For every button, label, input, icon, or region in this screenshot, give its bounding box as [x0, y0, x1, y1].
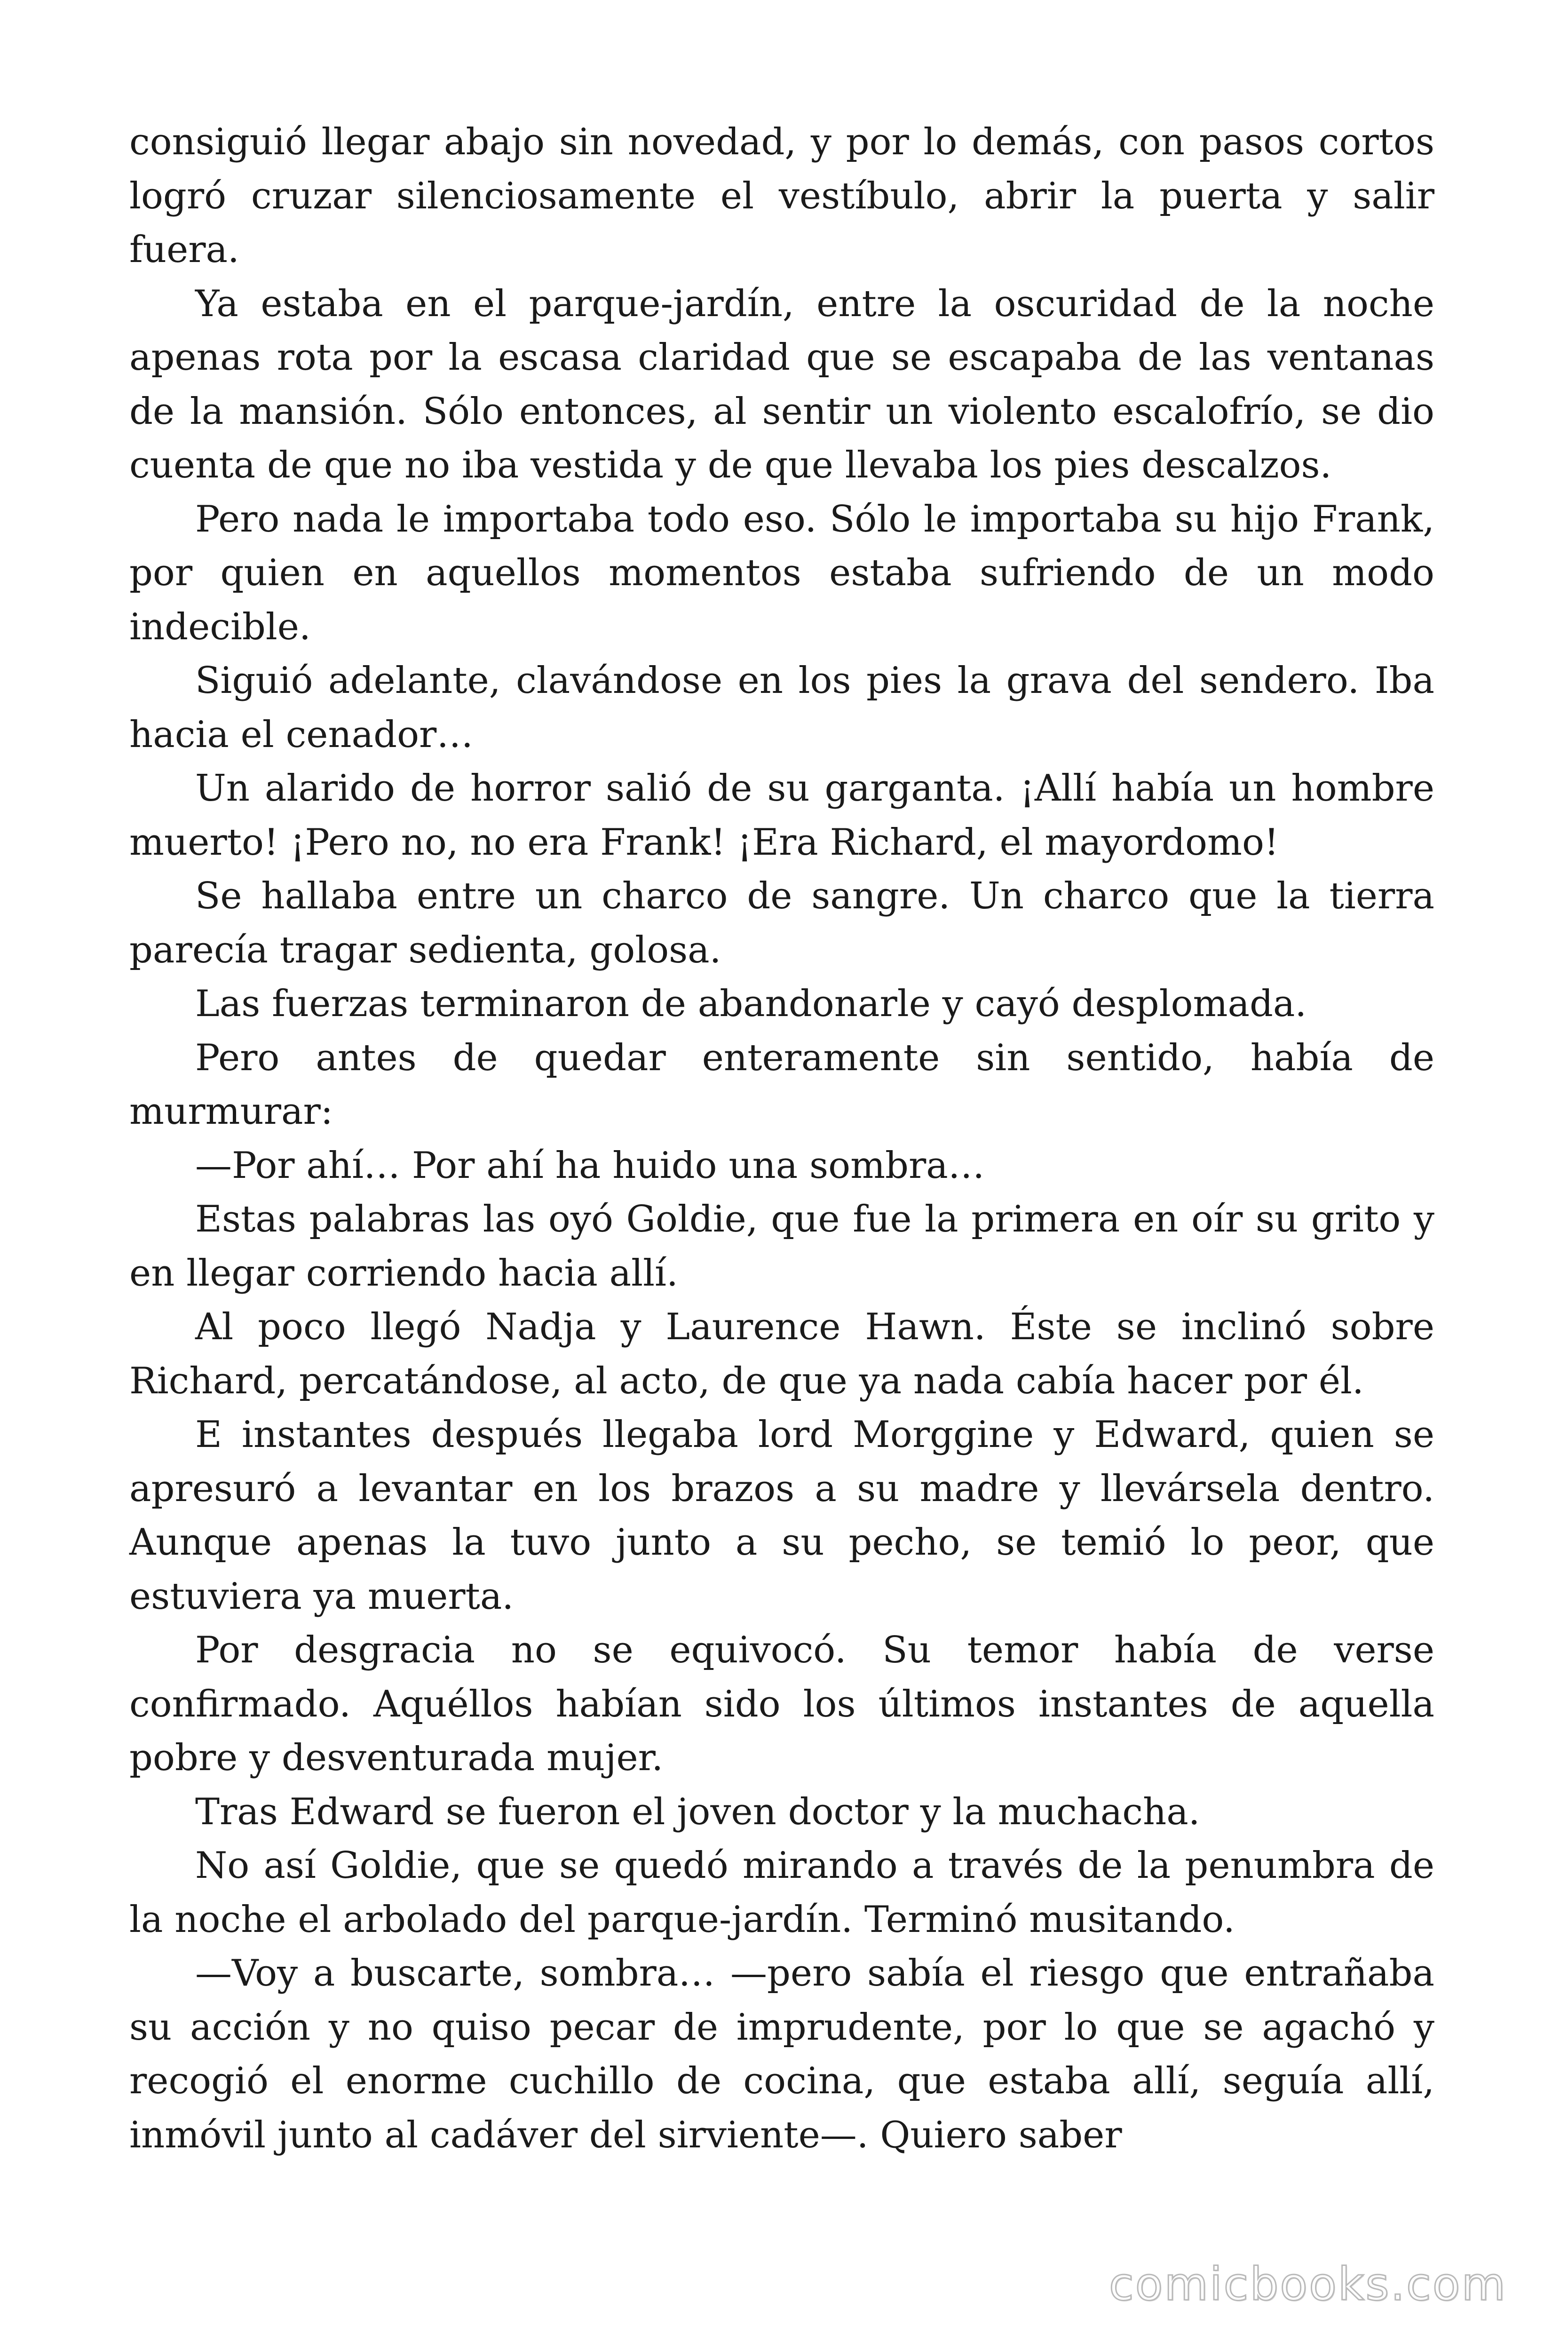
- paragraph-4: Siguió adelante, clavándose en los pies la grava del sendero. Iba hacia el cenador…: [129, 660, 1434, 756]
- paragraph-6: Se hallaba entre un charco de sangre. Un charco que la tierra parecía tragar sedienta, golosa.: [129, 875, 1434, 971]
- paragraph-12: E instantes después llegaba lord Morggine y Edward, quien se apresuró a levantar en los brazos a su madre y llevársela dentro. Aunque apenas la tuvo junto a su pecho, se temió lo peor, que estuviera ya muerta.: [129, 1414, 1434, 1618]
- paragraph-11: Al poco llegó Nadja y Laurence Hawn. Éste se inclinó sobre Richard, percatándose, al acto, de que ya nada cabía hacer por él.: [129, 1306, 1434, 1402]
- paragraph-8: Pero antes de quedar enteramente sin sentido, había de murmurar:: [129, 1036, 1434, 1133]
- paragraph-14: Tras Edward se fueron el joven doctor y la muchacha.: [195, 1790, 1200, 1833]
- body-text: [129, 115, 1434, 2162]
- paragraph-13: Por desgracia no se equivocó. Su temor había de verse confirmado. Aquéllos habían sido los últimos instantes de aquella pobre y desventurada mujer.: [129, 1629, 1434, 1779]
- paragraph-2: Ya estaba en el parque-jardín, entre la oscuridad de la noche apenas rota por la escasa claridad que se escapaba de las ventanas de la mansión. Sólo entonces, al sentir un violento escalofrío, se dio cuenta de que no iba vestida y de que llevaba los pies descalzos.: [129, 282, 1434, 486]
- paragraph-16: —Voy a buscarte, sombra… —pero sabía el riesgo que entrañaba su acción y no quiso pecar de imprudente, por lo que se agachó y recogió el enorme cuchillo de cocina, que estaba allí, seguía allí, inmóvil junto al cadáver del sirviente—. Quiero saber: [129, 1952, 1434, 2156]
- paragraph-10: Estas palabras las oyó Goldie, que fue la primera en oír su grito y en llegar corriendo hacia allí.: [129, 1198, 1434, 1295]
- paragraph-9: —Por ahí… Por ahí ha huido una sombra…: [195, 1144, 985, 1187]
- paragraph-3: Pero nada le importaba todo eso. Sólo le importaba su hijo Frank, por quien en aquellos momentos estaba sufriendo de un modo indecible.: [129, 498, 1434, 648]
- paragraph-1: consiguió llegar abajo sin novedad, y por lo demás, con pasos cortos logró cruzar silenciosamente el vestíbulo, abrir la puerta y salir fuera.: [129, 121, 1434, 271]
- paragraph-15: No así Goldie, que se quedó mirando a través de la penumbra de la noche el arbolado del parque-jardín. Terminó musitando.: [129, 1844, 1434, 1941]
- watermark: comicbooks.com: [1109, 2258, 1507, 2311]
- paragraph-5: Un alarido de horror salió de su garganta. ¡Allí había un hombre muerto! ¡Pero no, no era Frank! ¡Era Richard, el mayordomo!: [129, 767, 1434, 864]
- paragraph-7: Las fuerzas terminaron de abandonarle y cayó desplomada.: [195, 983, 1307, 1025]
